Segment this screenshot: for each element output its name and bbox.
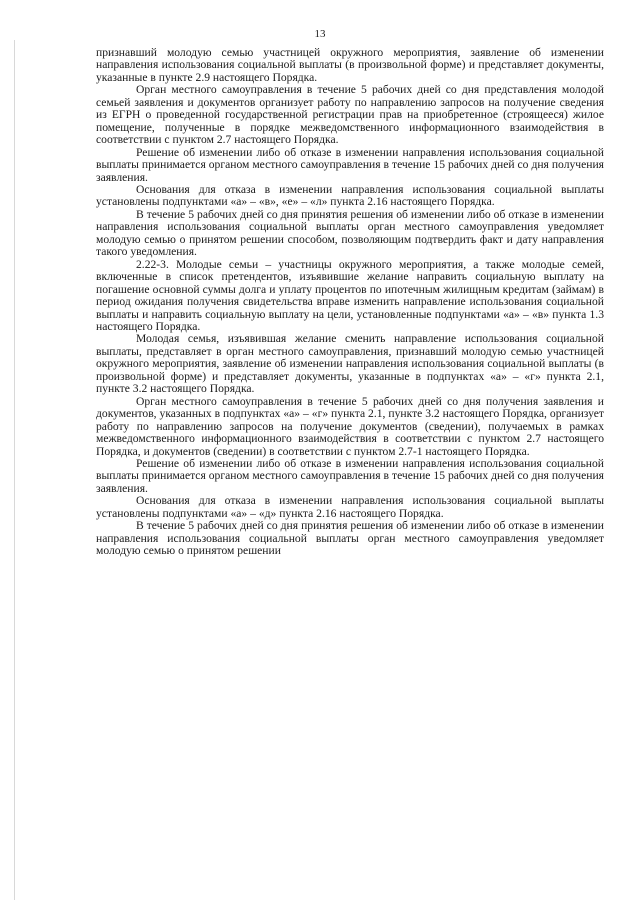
- paragraph: В течение 5 рабочих дней со дня принятия решения об изменении либо об отказе в изменении направления использования социальной выплаты орган местного самоуправления уведомляет молодую семью о принятом решении способом, позволяющим подтвердить факт и дату направления такого уведомления.: [96, 207, 604, 259]
- scan-margin-line: [14, 40, 15, 900]
- paragraph: В течение 5 рабочих дней со дня принятия решения об изменении либо об отказе в изменении направления использования социальной выплаты орган местного самоуправления уведомляет молодую семью о принятом решении: [96, 519, 604, 558]
- paragraph: Решение об изменении либо об отказе в изменении направления использования социальной выплаты принимается органом местного самоуправления в течение 15 рабочих дней со дня получения заявления.: [96, 456, 604, 495]
- document-body: [96, 47, 604, 558]
- paragraph-continuation: признавший молодую семью участницей окружного мероприятия, заявление об изменении направления использования социальной выплаты (в произвольной форме) и представляет документы, указанные в пункте 2.9 настоящего Порядка.: [96, 46, 604, 84]
- paragraph: Основания для отказа в изменении направления использования социальной выплаты установлены подпунктами «а» – «в», «е» – «л» пункта 2.16 настоящего Порядка.: [96, 182, 604, 209]
- page-number: 13: [314, 28, 326, 40]
- paragraph: Основания для отказа в изменении направления использования социальной выплаты установлены подпунктами «а» – «д» пункта 2.16 настоящего Порядка.: [96, 494, 604, 520]
- paragraph: Молодая семья, изъявившая желание сменить направление использования социальной выплаты, представляет в орган местного самоуправления, признавший молодую семью участницей окружного мероприятия, заявление об изменении направления использования социальной выплаты (в произвольной форме) и представляет документы, указанные в подпунктах «а» – «г» пункта 2.1, пункте 3.2 настоящего Порядка.: [96, 332, 604, 396]
- paragraph: Орган местного самоуправления в течение 5 рабочих дней со дня получения заявления и документов, указанных в подпунктах «а» – «г» пункта 2.1, пункте 3.2 настоящего Порядка, организует работу по направлению запросов на получение документов (сведении), получаемых в рамках межведомственного информационного взаимодействия в соответствии с пунктом 2.7 настоящего Порядка, и документов (сведении) в соответствии с пунктом 2.7-1 настоящего Порядка.: [96, 394, 604, 458]
- paragraph: Решение об изменении либо об отказе в изменении направления использования социальной выплаты принимается органом местного самоуправления в течение 15 рабочих дней со дня получения заявления.: [96, 145, 604, 184]
- paragraph: Орган местного самоуправления в течение 5 рабочих дней со дня представления молодой семьей заявления и документов организует работу по направлению запросов на получение сведения из ЕГРН о проведенной государственной регистрации прав на приобретенное (строящееся) жилое помещение, полученные в порядке межведомственного информационного взаимодействия в соответствии с пунктом 2.7 настоящего Порядка.: [96, 83, 604, 147]
- paragraph-clause-2-22-3: 2.22-3. Молодые семьи – участницы окружного мероприятия, а также молодые семей, включенные в список претендентов, изъявившие желание направить социальную выплату на погашение основной суммы долга и уплату процентов по ипотечным жилищным кредитам (займам) в период ожидания получения свидетельства вправе изменить направление использования социальной выплаты и направить социальную выплату на цели, установленные подпунктами «а» – «в» пункта 1.3 настоящего Порядка.: [96, 257, 604, 333]
